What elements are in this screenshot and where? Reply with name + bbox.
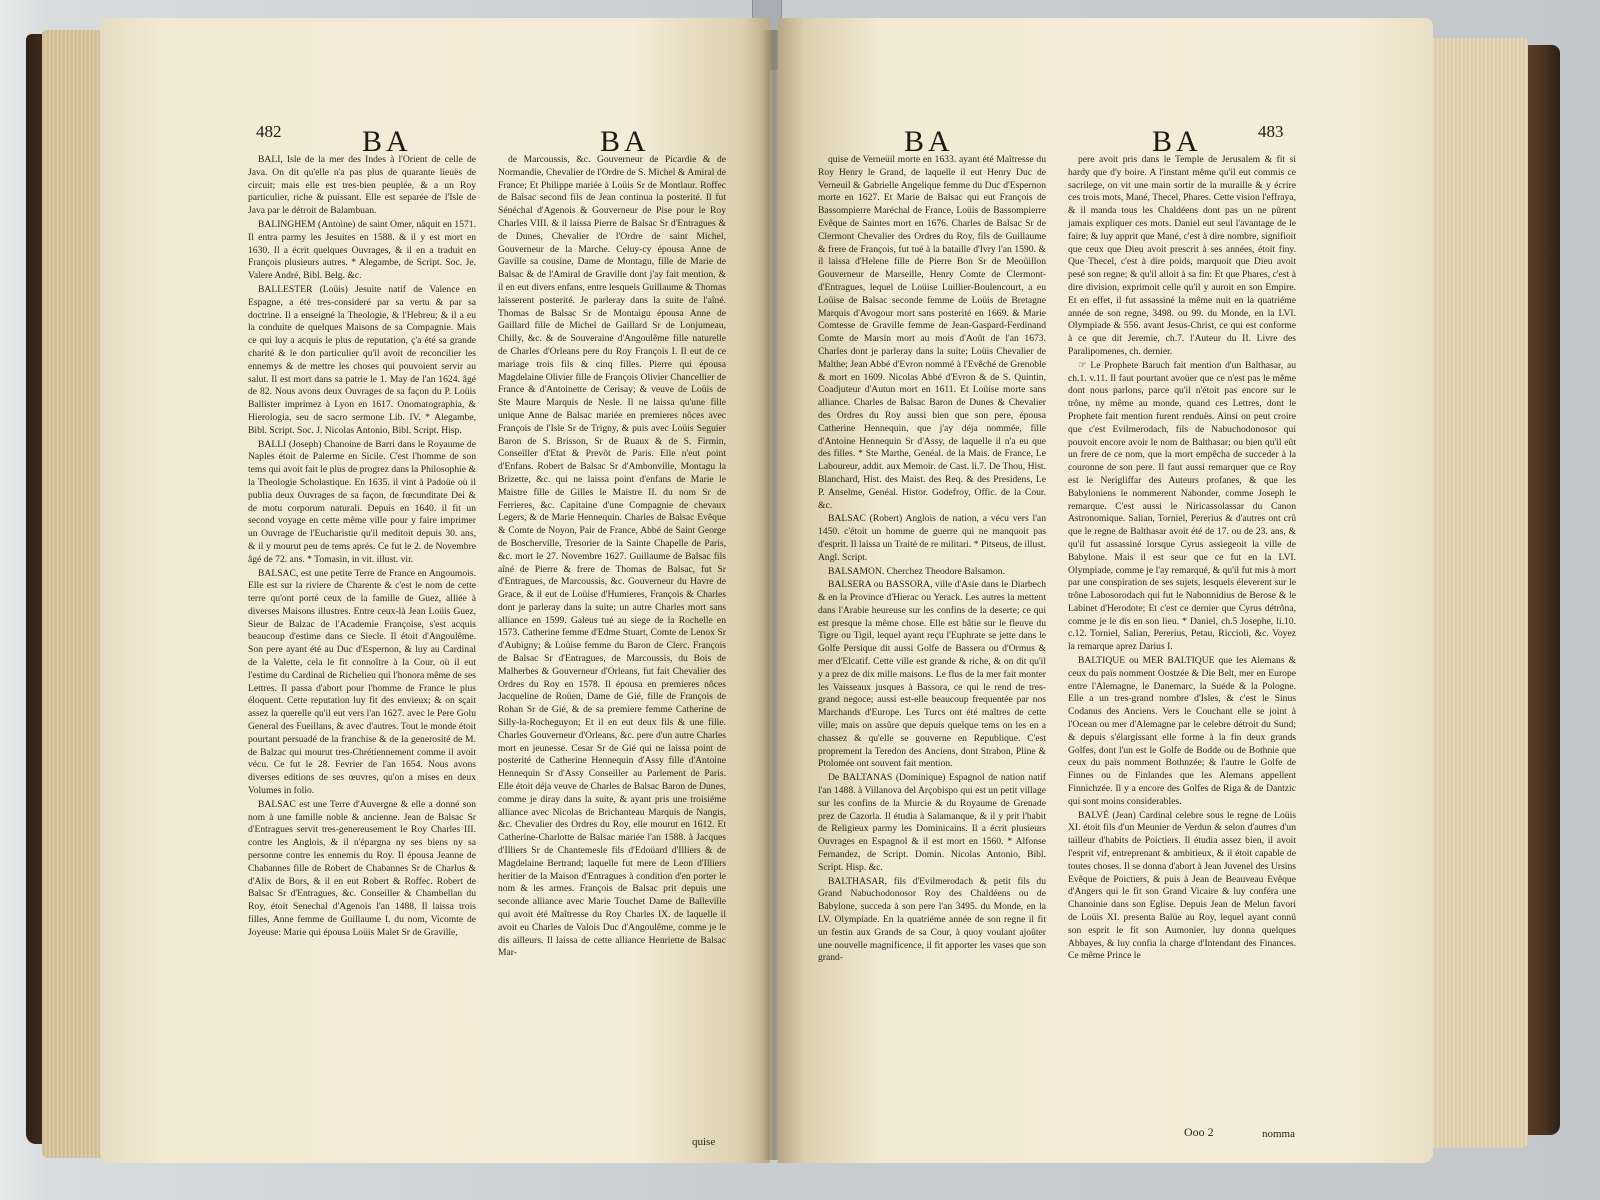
page-block-right (1418, 38, 1528, 1148)
entry-paragraph: BALVÉ (Jean) Cardinal celebre sous le regne de Loüis XI. étoit fils d'un Meunier de Verdun & selon d'autres d'un tailleur d'habits de Poictiers. Il étudia assez bien, il avoit l'esprit vif, entreprenant & ambitieux, & il étoit capable de toutes choses. Il se donna d'abort à Jean Juvenel des Ursins Evêque de Poictiers, & puis à Jean de Beauveau Evêque d'Angers qui le fit son Grand Vicaire & luy conféra une Chanoinie dans son Eglise. Depuis Jean de Melun favori de Loüis XI. presenta Balüe au Roy, lequel ayant connû son esprit le fit son Aumonier, luy donna quelques Abbayes, & luy confia la charge d'Intendant des Finances. Ce même Prince le (1068, 809, 1296, 962)
entry-paragraph: BALSAC est une Terre d'Auvergne & elle a donné son nom à une famille noble & ancienne. Jean de Balsac Sr d'Entragues servit tres-genereusement le Roy Charles III. contre les Anglois, & il n'épargna ny ses biens ny sa personne contre les ennemis du Roy. Il épousa Jeanne de Chabannes fille de Robert de Chabannes Sr de Charlus & d'Alix de Bors, & il en eut Robert & Roffec. Robert de Balsac Sr d'Entragues, &c. Conseiller & Chambellan du Roy, étoit Senechal d'Agenois l'an 1488. Il laissa trois filles, Anne femme de Guillaume I. du nom, Vicomte de Joyeuse: Marie qui épousa Loüis Malet Sr de Graville, (248, 798, 476, 938)
entry-paragraph: BALSAC (Robert) Anglois de nation, a vécu vers l'an 1450. c'étoit un homme de guerre qui ne manquoit pas d'esprit. Il laissa un Traité de re militari. * Pitseus, de illust. Angl. Script. (818, 513, 1046, 563)
entry-paragraph: BALLI (Joseph) Chanoine de Barri dans le Royaume de Naples étoit de Palerme en Sicile. C'est l'homme de son tems qui avoit fait le plus de progrez dans la Philosophie & la Theologie Scholastique. En 1635. il vint à Padoüe où il publia deux Ouvrages de sa façon, de fœcunditate Dei & de motu corporum naturali. Depuis en 1640. il fit un second voyage en cette même ville pour y faire imprimer un Ouvrage de l'Eucharistie qu'il meditoit depuis 30. ans, & il y mourut peu de tems aprés. Ce fut le 2. de Novembre âgé de 72. ans. * Tomasin, in vit. illust. vir. (248, 438, 476, 565)
entry-paragraph: BALSAC, est une petite Terre de France en Angoumois. Elle est sur la riviere de Charente & c'est le nom de cette terre qu'ont porté ceux de la famille de Guez, alliée à diverses Maisons illustres. Entre ceux-là Jean Loüis Guez, Sieur de Balzac de l'Academie Françoise, s'est acquis beaucoup d'estime dans ce Siecle. Il étoit d'Angoulême. Son pere ayant été au Duc d'Espernon, & luy au Cardinal de la Valette, cela le fit connoître à la Cour, où il eut l'estime du Cardinal de Richelieu qui l'honora même de ses Lettres. Il passa d'abort pour l'homme de France le plus éloquent. Cette reputation luy fit des envieux; & on sçait assez la querelle qu'il eut vers l'an 1627. avec le Pere Golu General des Fueillans, & avec d'autres. Tout le monde étoit pourtant persuadé de la franchise & de la generosité de M. de Balzac qui mourut tres-Chrétiennement comme il avoit vécu. Ce fut le 28. Fevrier de l'an 1654. Nous avons diverses editions de ses œuvres, qu'on a mises en deux Volumes in folio. (248, 567, 476, 797)
text-column-2 (1068, 154, 1296, 964)
entry-paragraph: BALSERA ou BASSORA, ville d'Asie dans le Diarbech & en la Province d'Hierac ou Yerack. Les autres la mettent dans l'Arabie heureuse sur les confins de la deserte; ce qui est presque la même chose. Elle est bâtie sur le fleuve du Tigre ou Tigil, lequel ayant reçu l'Euphrate se jette dans le Golfe Persique dit aussi Golfe de Bassera ou d'Ormus & mer d'Elcatif. Cette ville est grande & riche, & on dit qu'il y a prez de dix mille maisons. Le flus de la mer fait monter les Vaisseaux jusques à Bassora, ce qui le rend de tres-grand negoce; aussi est-elle beaucoup frequentée par nos Marchands d'Europe. Les Turcs ont été maîtres de cette ville; mais on assûre que depuis quelque tems on les en a chassez & qu'elle se gouverne en Republique. C'est proprement la Teredon des Anciens, dont Strabon, Pline & Ptolomée ont souvent fait mention. (818, 579, 1046, 770)
running-head-left: BA (904, 125, 954, 158)
text-column-1 (248, 154, 476, 941)
running-head-right: BA (600, 125, 650, 158)
entry-paragraph: BALINGHEM (Antoine) de saint Omer, nâquit en 1571. Il entra parmy les Jesuites en 1588. & il y est mort en 1630. Il a écrit quelques Ouvrages, & il en a traduit en François plusieurs autres. * Alegambe, de Script. Soc. Je. Valere André, Bibl. Belg. &c. (248, 218, 476, 282)
entry-paragraph: BALTIQUE ou MER BALTIQUE que les Alemans & ceux du païs nomment Oostzée & Die Belt, mer en Europe entre l'Alemagne, le Danemarc, la Suéde & la Pologne. Elle a un tres-grand nombre d'Isles, & c'est le Sinus Codanus des Anciens. Vers le Couchant elle se joint à l'Ocean ou mer d'Alemagne par le celebre détroit du Sund; & depuis s'élargissant elle forme à la fin deux grands Golfes, dont l'un est le Golfe de Bodde ou de Bothnie que ceux du païs nomment Bothnzée; & l'autre le Golfe de Finnes ou de Finlandes que les Alemans appellent Finnichzée. Il y a encore des Golfes de Riga & de Dantzic qui sont moins considerables. (1068, 655, 1296, 807)
entry-paragraph: pere avoit pris dans le Temple de Jerusalem & fit si hardy que d'y boire. A l'instant même qu'il eut commis ce sacrilege, on vit une main sortir de la muraille & y écrire ces trois mots, Mané, Thecel, Phares. Cette vision l'effraya, & il manda tous les Chaldéens dont pas un ne pûrent jamais expliquer ces mots. Daniel eut seul l'avantage de le faire; & luy apprit que Mané, c'est à dire nombre, signifioit que ceux que Dieu avoit prescrit à ses années, étoit finy. Que Thecel, c'est à dire poids, marquoit que Dieu avoit pesé son regne; & qu'il alloit à sa fin: Et que Phares, c'est à dire division, exprimoit celle qu'il y auroit en son Empire. Et en effet, il fut assassiné la même nuit en la quatriéme année de son regne, 3498. ou 99. du Monde, en la LVI. Olympiade & 556. avant Jesus-Christ, ce qui est conforme à ce que dit Jeremie, ch.7. l'Auteur du II. Livre des Paralipomenes, ch. dernier. (1068, 154, 1296, 357)
entry-paragraph: De BALTANAS (Dominique) Espagnol de nation natif l'an 1488. à Villanova del Arçobispo qui est un petit village sur les confins de la Murcie & du Royaume de Grenade prez de Cazorla. Il étudia à Salamanque, & il y prit l'habit de Religieux parmy les Dominicains. Il a écrit plusieurs Ouvrages en Espagnol & il est mort en 1560. * Alfonse Fernandez, de Script. Domin. Nicolas Antonio, Bibl. Script. Hisp. &c. (818, 772, 1046, 873)
entry-paragraph: ☞ Le Prophete Baruch fait mention d'un Balthasar, au ch.1. v.11. Il faut pourtant avoüer que ce n'est pas le même dont nous parlons, parce qu'il n'étoit pas encore sur le trône, ny même au monde, quand ces Lettres, dont le Prophete fait mention furent renduës. Ainsi on peut croire que c'est Evilmerodach, fils de Nabuchodonosor qui pouvoit encore avoir le nom de Balthasar; ou bien qu'il eût un frere de ce nom, que la mort empêcha de succeder à la couronne de son pere. Il faut aussi remarquer que ce Roy est le Nerigliffar des Auteurs profanes, & que les Babyloniens le nommerent Nabonder, comme Joseph le remarque. C'est aussi le Niricassolassar du Canon Astronomique. Salian, Torniel, Pererius & d'autres ont crû que le regne de Balthasar avoit été de 17. ou de 23. ans, & qu'il fut assassiné lorsque Cyrus assiegeoit la ville de Babylone. Mais il est seur que ce fut en la LVI. Olympiade, comme je l'ay remarqué, & qu'il fut mis à mort par une conspiration de ses sujets, lesquels éleverent sur le trône Labosorodach qui fut le Nabonnidius de Berose & le Labinet d'Herodote; Et c'est ce dernier que Cyrus détrôna, comme je le dis en son lieu. * Daniel, ch.5 Josephe, li.10. c.12. Torniel, Salian, Pererius, Petau, Riccioli, &c. Voyez la remarque aprez Darius I. (1068, 359, 1296, 653)
entry-paragraph: de Marcoussis, &c. Gouverneur de Picardie & de Normandie, Chevalier de l'Ordre de S. Michel & Amiral de France; Et Philippe mariée à Loüis Sr de Montlaur. Roffec de Balsac second fils de Jean continua la posterité. Il fut Sénéchal d'Agenois & Gouverneur de Pise pour le Roy Charles VIII. & il laissa Pierre de Balsac Sr d'Entragues & de Dunes, Chevalier de l'Ordre de saint Michel, Gouverneur de la Marche. Celuy-cy épousa Anne de Gaville sa cousine, Dame de Montagu, fille de Marie de Balsac & de l'Amiral de Graville dont j'ay fait mention, & il en eut divers enfans, entre lesquels Guillaume & Thomas laisserent posterité. Je parleray dans la suite de l'aîné. Thomas de Balsac Sr de Montaigu épousa Anne de Gaillard fille de Michel de Gaillard Sr de Lonjumeau, Chilly, &c. & de Souveraine d'Angoulême fille naturelle de Charles d'Orleans pere du Roy François I. Il eut de ce mariage trois fils & cinq filles. Pierre qui épousa Magdelaine Olivier fille de François Olivier Chancellier de France & d'Antoinette de Cerisay; & veuve de Loüis de Ste Maure Marquis de Nesle. Il ne laissa qu'une fille unique Anne de Balsac mariée en premieres nôces avec François de l'Isle Sr de Trigny, & puis avec Loüis Seguier Baron de S. Brisson, Sr de Ruaux & de S. Firmin, Conseiller d'Etat & Prevôt de Paris. Elle n'eut point d'Enfans. Robert de Balsac Sr d'Ambonville, Montagu la Brizette, &c. qui ne laissa point d'enfans de Marie le Maistre fille de Gilles le Maistre II. du nom Sr de Ferrieres, &c. Capitaine d'une Compagnie de chevaux Legers, & de Marie Hennequin. Charles de Balsac Evêque & Comte de Noyon, Pair de France, Abbé de Saint George de Boscherville, Tresorier de la Sainte Chapelle de Paris, &c. mort le 27. Novembre 1627. Guillaume de Balsac fils aîné de Pierre & frere de Thomas de Balsac, fut Sr d'Entragues, de Marcoussis, &c. Gouverneur du Havre de Grace, & il eut de Loüise d'Humieres, François & Charles dont je parleray dans la suite; un autre Charles mort sans alliance en 1599. Galeus tué au siege de la Rochelle en 1573. Catherine femme d'Edme Stuart, Comte de Lenox Sr d'Aubigny; & Loüise femme du Baron de Clerc. François de Balsac Sr d'Entragues, de Marcoussis, du Bois de Malherbes & Gouverneur d'Orleans, fut fait Chevalier des Ordres du Roy en 1578. Il épousa en premieres nôces Jacqueline de Roüen, Dame de Gié, fille de François de Rohan Sr de Gié, & de sa premiere femme Catherine de Silly-la-Rocheguyon; Et il en eut deux fils & une fille. Charles Gouverneur d'Orleans, &c. pere d'un autre Charles mort en jeunesse. Cesar Sr de Gié qui ne laissa point de posterité de Catherine Hennequin d'Assy fille d'Antoine Hennequin Sr d'Assy Conseiller au Parlement de Paris. Elle étoit déja veuve de Charles de Balsac Baron de Dunes, comme je diray dans la suite, & ayant pris une troisiéme alliance avec Nicolas de Brichanteau Marquis de Nangis, &c. Chevalier des Ordres du Roy, elle mourut en 1612. Et Catherine-Charlotte de Balsac mariée l'an 1588. à Jacques d'Illiers Sr de Chantemesle fils d'Edoüard d'Illiers & de Magdelaine Bertrand; laquelle fut mere de Leon d'Illiers heritier de la Maison d'Entragues à condition d'en porter le nom & les armes. François de Balsac prit depuis une seconde alliance avec Marie Touchet Dame de Balleville qui avoit été Maîtresse du Roy Charles IX. de laquelle il avoit eu Charles de Valois Duc d'Angoulême, comme je le dis ailleurs. Il laissa de cette alliance Henriette de Balsac Mar- (498, 154, 726, 959)
entry-paragraph: BALI, Isle de la mer des Indes à l'Orient de celle de Java. On dit qu'elle n'a pas plus de quarante lieuës de circuit; mais elle est tres-bien peuplée, & a un Roy particulier, riche & puissant. Elle est separée de l'Isle de Java par le détroit de Balambuan. (248, 154, 476, 217)
entry-paragraph: BALLESTER (Loüis) Jesuite natif de Valence en Espagne, a été tres-consideré par sa vertu & par sa doctrine. Il a enseigné la Theologie, & l'Hebreu; & il a eu la conduite de quelques Maisons de sa Compagnie. Mais ce qui luy a acquis le plus de reputation, ç'a été sa grande charité & le don particulier qu'il avoit de reconcilier les ennemys & de mettre les choses qui pouvoient servir au salut. Il est mort dans sa patrie le 1. May de l'an 1624. âgé de 82. Nous avons deux Ouvrages de sa façon du P. Loüis Ballister imprimez à Lyon en 1617. Onomatographia, & Hierologia, seu de sacro sermone Lib. IV. * Alegambe, Bibl. Script. Soc. J. Nicolas Antonio, Bibl. Script. Hisp. (248, 283, 476, 436)
left-page (100, 18, 770, 1163)
right-page (778, 18, 1433, 1163)
signature-mark: Ooo 2 (1184, 1125, 1214, 1139)
page-number: 482 (256, 122, 282, 141)
entry-paragraph: BALTHASAR, fils d'Evilmerodach & petit fils du Grand Nabuchodonosor Roy des Chaldéens ou de Babylone, succeda à son pere l'an 3495. du Monde, en la LV. Olympiade. En la quatriéme année de son regne il fit un festin aux Grands de sa Cour, à quoy voulant ajoûter une nouvelle magnificence, il fit apporter les vases que son grand- (818, 875, 1046, 964)
catchword: nomma (1262, 1128, 1295, 1140)
entry-paragraph: quise de Verneüil morte en 1633. ayant été Maîtresse du Roy Henry le Grand, de laquelle il eut Henry Duc de Verneuil & Gabrielle Angelique femme du Duc d'Espernon morte en 1627. Et Marie de Balsac qui eut François de Bassompierre Maréchal de France, Loüis de Bassompierre Evêque de Saintes mort en 1676. Charles de Balsac Sr de Clermont Chevalier des Ordres du Roy, fils de Guillaume & frere de François, fut tué à la bataille d'Ivry l'an 1590. & il laissa d'Helene fille de Pierre Bon Sr de Meoüillon Gouverneur de Marseille, Henry Comte de Clermont-d'Entragues, lequel de Loüise Luillier-Boulencourt, a eu Loüise de Balsac seconde femme de Loüis de Bretagne Marquis d'Avogour mort sans posterité en 1669. & Marie Comtesse de Graville femme de Jean-Gaspard-Ferdinand Comte de Marsin mort au mois d'Août de l'an 1673. Charles dont je parleray dans la suite; Loüis Chevalier de Malthe; Jean Abbé d'Evron nommé à l'Evêché de Grenoble & mort en 1609. Nicolas Abbé d'Evron & de S. Quintin, Coadjuteur d'Autun mort en 1611. Et Loüise morte sans alliance. Charles de Balsac Baron de Dunes & Chevalier des Ordres du Roy aussi bien que son pere, épousa Catherine Hennequin, que j'ay déja nommée, fille d'Antoine Hennequin Sr d'Assy, de laquelle il n'a eu que des filles. * Ste Marthe, Genéal. de la Mais. de France, Le Laboureur, addit. aux Memoir. de Cast. li.7. De Thou, Hist. Blanchard, Hist. des Maist. des Req. & des Presidens, Le P. Anselme, Genéal. Histor. Godefroy, Offic. de la Cour. &c. (818, 154, 1046, 511)
running-head-left: BA (362, 125, 412, 158)
entry-paragraph: BALSAMON. Cherchez Theodore Balsamon. (828, 565, 1006, 577)
text-column-1 (818, 154, 1046, 966)
running-head-right: BA (1152, 125, 1202, 158)
catchword: quise (692, 1136, 716, 1148)
text-column-2 (498, 154, 726, 961)
page-number: 483 (1258, 122, 1284, 141)
